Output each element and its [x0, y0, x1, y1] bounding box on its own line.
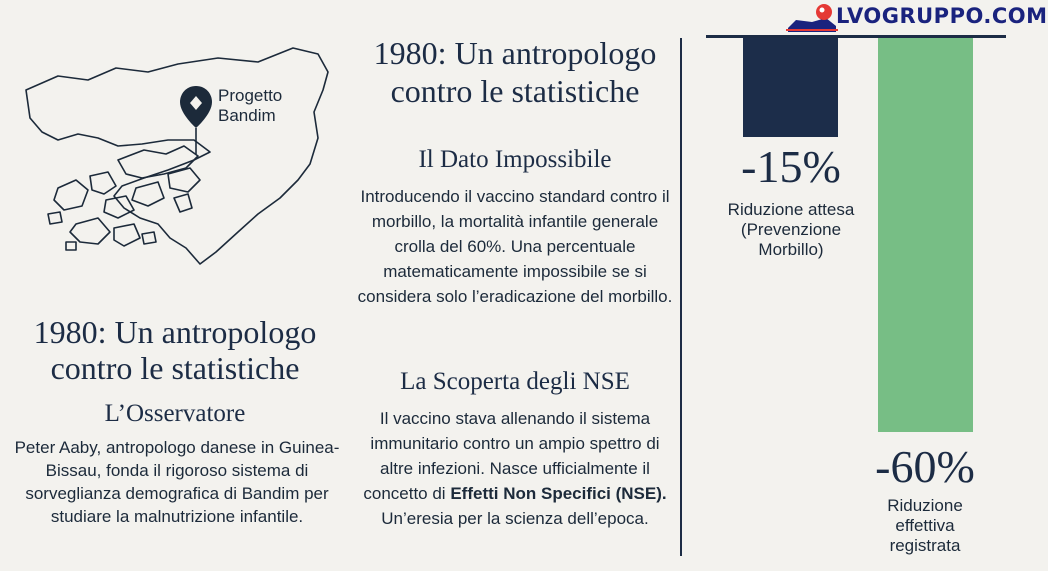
left-title: 1980: Un antropologo contro le statistiche — [33, 314, 317, 386]
middle-title: 1980: Un antropologo contro le statistiche — [373, 35, 657, 109]
section2-body-highlight: Effetti Non Specifici (NSE). — [450, 484, 667, 503]
category-label-actual: Riduzione effettiva registrata — [887, 496, 963, 555]
brand-logo-text: LVOGRUPPO.COM — [836, 4, 1048, 28]
guinea-bissau-map — [18, 28, 348, 268]
section2-body-end: Un’eresia per la scienza dell’epoca. — [381, 509, 649, 528]
section2-title: La Scoperta degli NSE — [400, 368, 630, 395]
category-label-expected: Riduzione attesa (Prevenzione Morbillo) — [727, 200, 855, 259]
bar-actual-reduction — [878, 38, 973, 432]
section1-body: Introducendo il vaccino standard contro il morbillo, la mortalità infantile generale crolla del 60%. Una percentuale matematicamente impossibile se si considera solo l’eradicazione del morbillo. — [357, 187, 673, 306]
data-label-expected: -15% — [741, 141, 841, 192]
bar-expected-reduction — [743, 38, 838, 137]
brand-logo-icon — [786, 0, 838, 36]
section2-body — [352, 406, 678, 531]
left-body-text: Peter Aaby, antropologo danese in Guinea-Bissau, fonda il rigoroso sistema di sorveglianza demografica di Bandim per studiare la malnutrizione infantile. — [14, 438, 340, 526]
map-marker-label: Progetto Bandim — [218, 86, 283, 125]
left-subtitle: L’Osservatore — [104, 400, 246, 427]
location-pin-icon — [180, 86, 212, 154]
data-label-actual: -60% — [875, 441, 975, 492]
section1-title: Il Dato Impossibile — [418, 146, 612, 173]
column-divider — [680, 38, 682, 556]
section2-body-text: Il vaccino stava allenando il sistema immunitario contro un ampio spettro di altre infezioni. Nasce ufficialmente il concetto di — [363, 409, 660, 503]
